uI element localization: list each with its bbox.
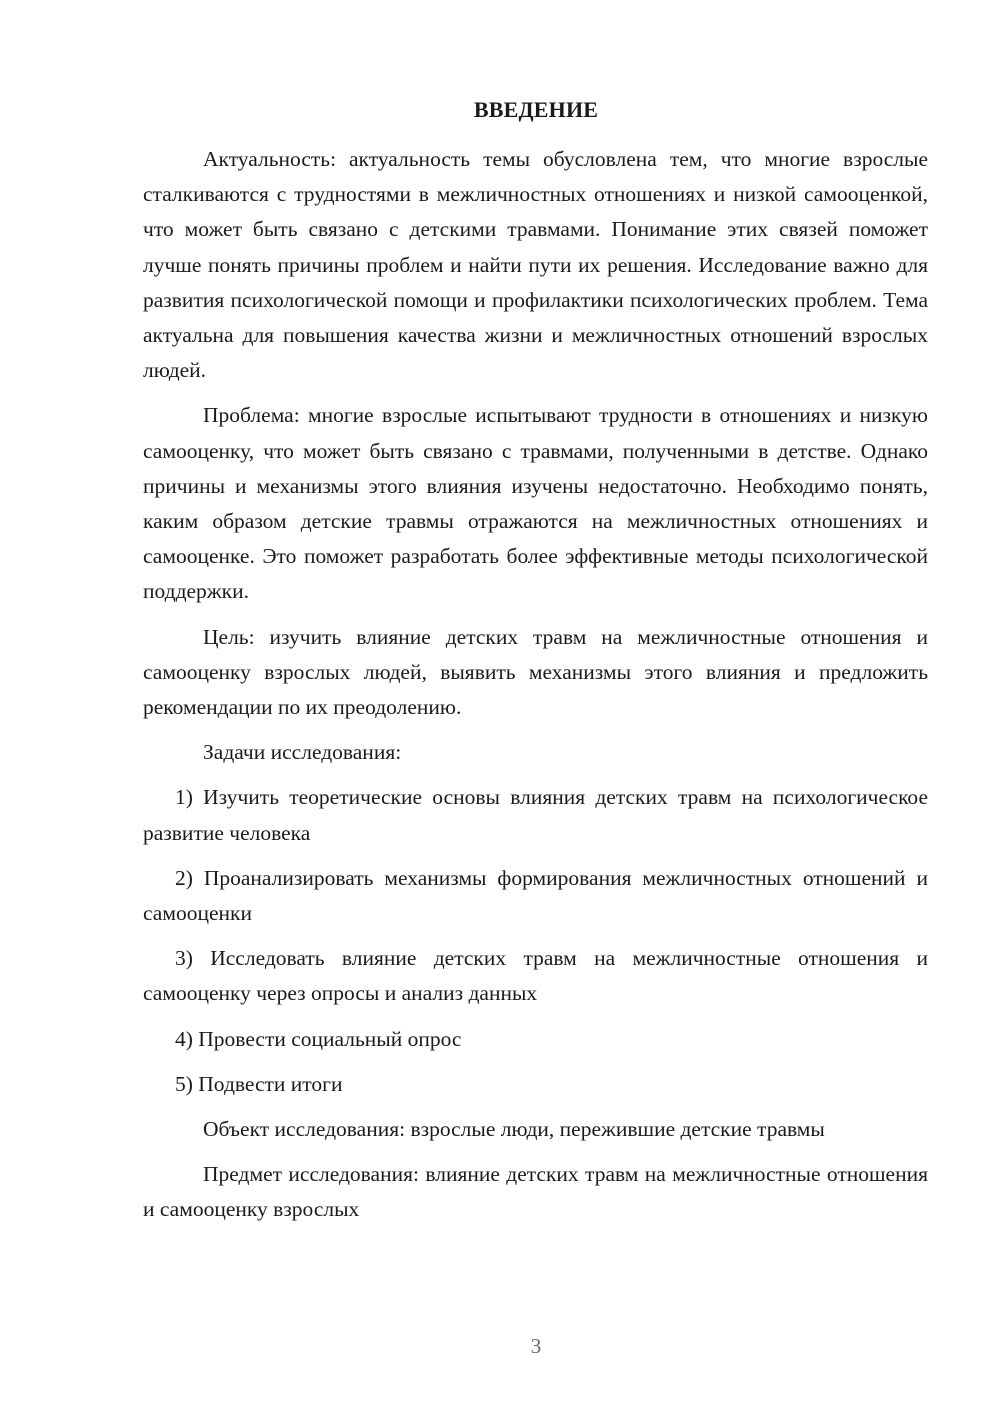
paragraph-tasks-heading: Задачи исследования: bbox=[203, 740, 402, 765]
paragraph-object: Объект исследования: взрослые люди, пережившие детские травмы bbox=[203, 1117, 825, 1142]
task-item: 3) Исследовать влияние детских травм на межличностные отношения и самооценку через опросы и анализ данных bbox=[143, 946, 928, 1006]
task-item: 1) Изучить теоретические основы влияния детских травм на психологическое развитие человека bbox=[143, 785, 928, 845]
page-number: 3 bbox=[530, 1334, 542, 1358]
paragraph-subject: Предмет исследования: влияние детских травм на межличностные отношения и самооценку взрослых bbox=[143, 1162, 928, 1222]
task-item: 2) Проанализировать механизмы формирования межличностных отношений и самооценки bbox=[143, 865, 928, 926]
task-item: 4) Провести социальный опрос bbox=[175, 1026, 462, 1051]
paragraph-goal: Цель: изучить влияние детских травм на межличностные отношения и самооценку взрослых людей, выявить механизмы этого влияния и предложить рекомендации по их преодолению. bbox=[143, 624, 928, 720]
paragraph-problem: Проблема: многие взрослые испытывают трудности в отношениях и низкую самооценку, что может быть связано с травмами, полученными в детстве. Однако причины и механизмы этого влияния изучены недостаточно. Необходимо понять, каким образом детские травмы отражаются на межличностных отношениях и самооценке. Это поможет разработать более эффективные методы психологической поддержки. bbox=[143, 403, 928, 604]
document-body bbox=[143, 142, 928, 1238]
task-item: 5) Подвести итоги bbox=[175, 1071, 343, 1096]
paragraph-relevance: Актуальность: актуальность темы обусловлена тем, что многие взрослые сталкиваются с трудностями в межличностных отношениях и низкой самооценкой, что может быть связано с детскими травмами. Понимание этих связей поможет лучше понять причины проблем и найти пути их решения. Исследование важно для развития психологической помощи и профилактики психологических проблем. Тема актуальна для повышения качества жизни и межличностных отношений взрослых людей. bbox=[143, 147, 928, 383]
page-title: ВВЕДЕНИЕ bbox=[473, 97, 599, 122]
